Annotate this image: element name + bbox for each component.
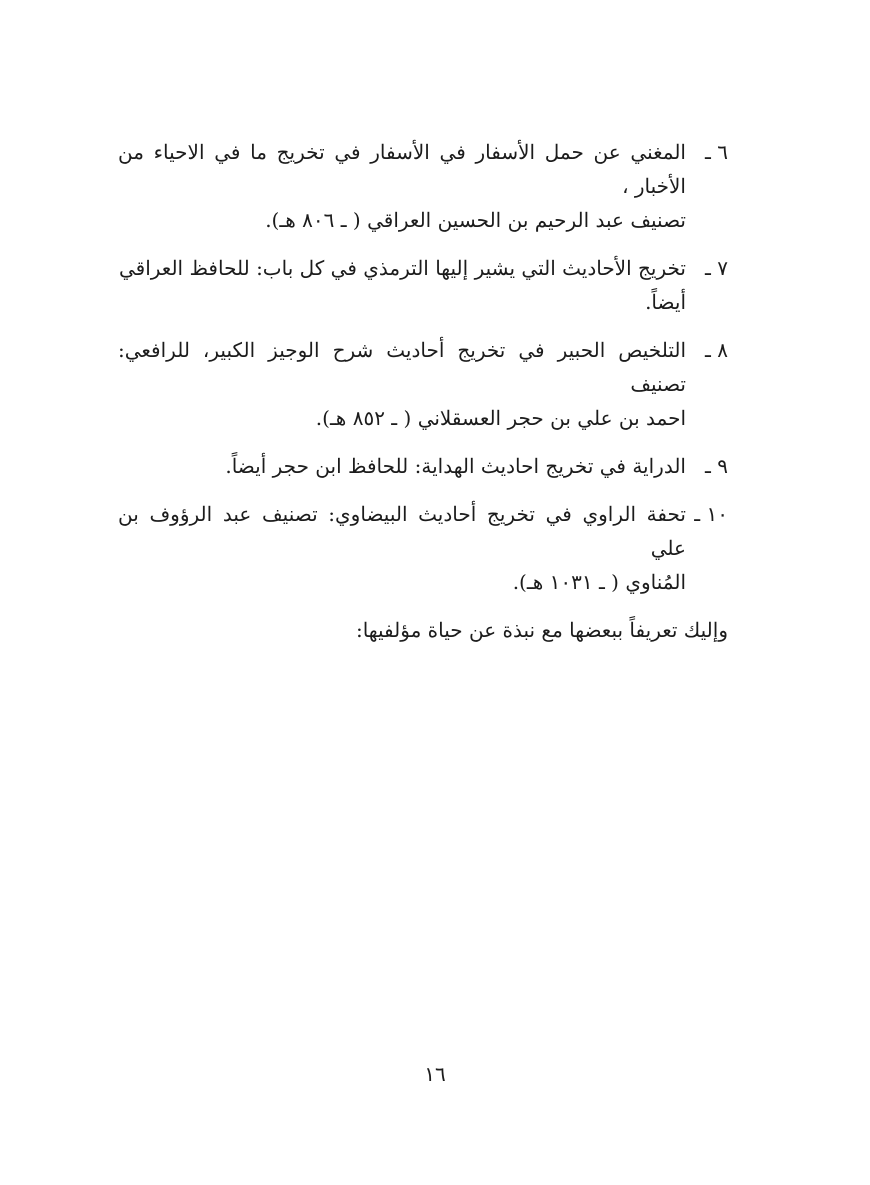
item-text-continued: احمد بن علي بن حجر العسقلاني ( ـ ٨٥٢ هـ). bbox=[315, 406, 686, 430]
item-text-continued: المُناوي ( ـ ١٠٣١ هـ). bbox=[512, 570, 686, 594]
item-number: ٦ ـ bbox=[705, 140, 728, 164]
item-number: ٩ ـ bbox=[705, 454, 728, 478]
item-text: تحفة الراوي في تخريج أحاديث البيضاوي: تصنيف عبد الرؤوف بن علي bbox=[118, 502, 686, 560]
item-text: تخريج الأحاديث التي يشير إليها الترمذي في كل باب: للحافظ العراقي bbox=[118, 256, 686, 280]
page-number: ١٦ bbox=[424, 1062, 446, 1086]
item-number: ٧ ـ bbox=[705, 256, 728, 280]
main-text bbox=[118, 135, 728, 647]
list-item bbox=[118, 497, 728, 599]
list-item bbox=[118, 333, 728, 435]
item-text-continued: أيضاً. bbox=[645, 290, 686, 314]
list-item bbox=[118, 449, 728, 483]
item-text: التلخيص الحبير في تخريج أحاديث شرح الوجيز الكبير، للرافعي: تصنيف bbox=[118, 338, 686, 396]
item-number: ١٠ ـ bbox=[694, 502, 728, 526]
item-text: المغني عن حمل الأسفار في الأسفار في تخريج ما في الاحياء من الأخبار ، bbox=[118, 140, 686, 198]
closing-sentence: وإليك تعريفاً ببعضها مع نبذة عن حياة مؤلفيها: bbox=[355, 618, 728, 642]
item-text-continued: تصنيف عبد الرحيم بن الحسين العراقي ( ـ ٨٠٦ هـ). bbox=[265, 208, 686, 232]
list-item bbox=[118, 251, 728, 319]
list-item bbox=[118, 135, 728, 237]
item-number: ٨ ـ bbox=[705, 338, 728, 362]
item-text: الدراية في تخريج احاديث الهداية: للحافظ ابن حجر أيضاً. bbox=[225, 454, 686, 478]
